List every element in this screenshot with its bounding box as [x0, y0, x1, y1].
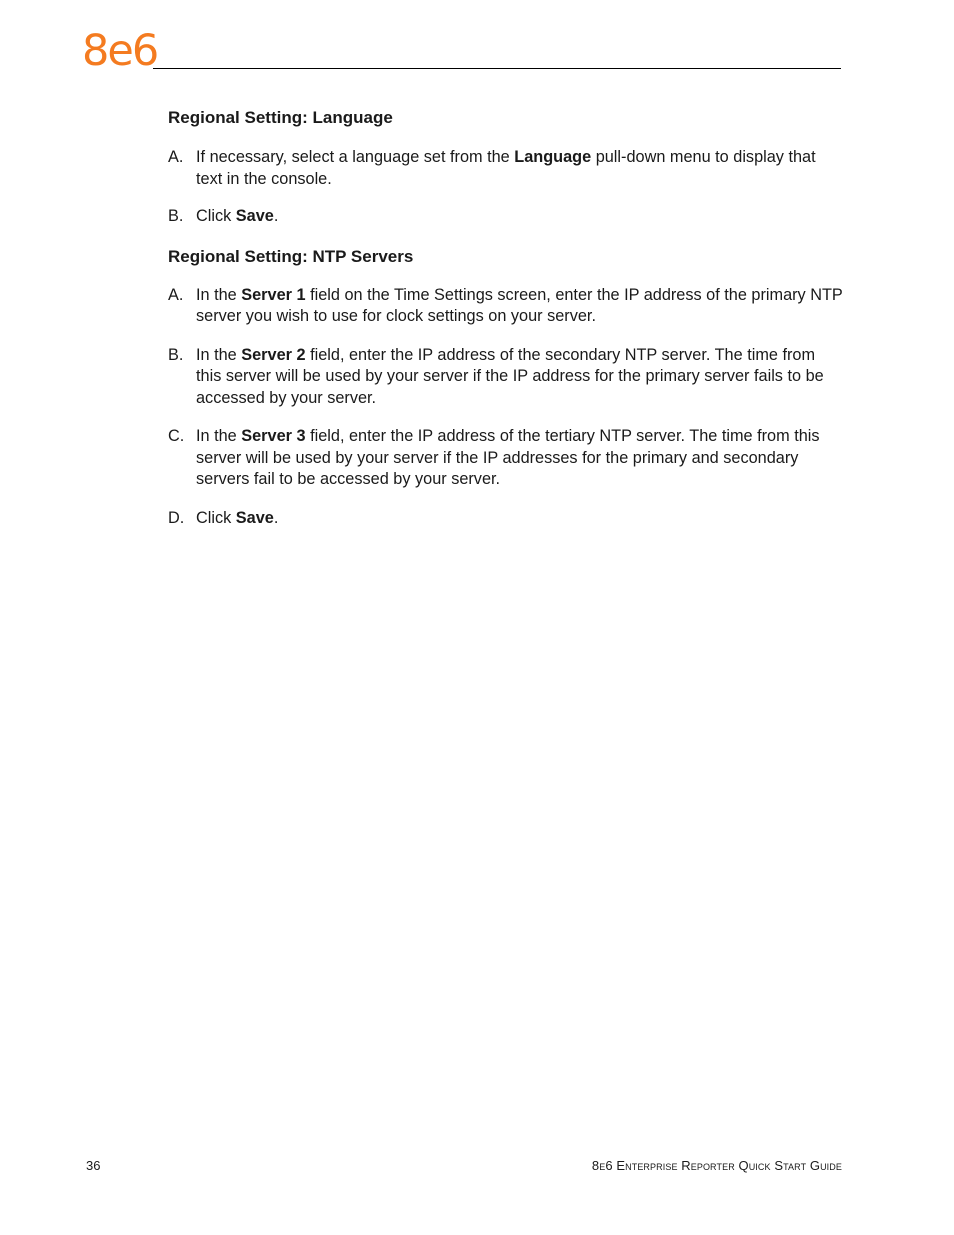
step-emphasis: Server 2 [241, 345, 306, 364]
step-letter: C. [168, 427, 185, 445]
step-item [168, 285, 843, 328]
step-item [168, 508, 843, 530]
section-heading-language: Regional Setting: Language [168, 108, 393, 127]
step-emphasis: Server 3 [241, 427, 306, 445]
step-text: pull-down menu to display that text in the console. [196, 148, 816, 188]
step-item [168, 147, 843, 190]
step-emphasis: Server 1 [241, 285, 306, 304]
step-text: field, enter the IP address of the tertiary NTP server. The time from this server will be used by your server if the IP addresses for the primary and secondary servers fail to be accessed by your server. [196, 427, 820, 488]
step-item [168, 345, 843, 410]
step-text: field, enter the IP address of the secondary NTP server. The time from this server will be used by your server if the IP address for the primary server fails to be accessed by your server. [196, 345, 824, 407]
page-content [168, 107, 843, 529]
step-emphasis: Language [514, 148, 592, 166]
step-text: In the [196, 345, 242, 364]
step-emphasis: Save [235, 207, 274, 225]
step-item [168, 426, 843, 491]
step-text: Click [196, 508, 236, 527]
ntp-steps [168, 285, 843, 530]
header-divider [153, 68, 841, 69]
step-letter: B. [168, 207, 184, 225]
step-text: In the [196, 285, 242, 304]
page-number: 36 [86, 1158, 101, 1173]
step-text: If necessary, select a language set from the [196, 148, 515, 166]
brand-logo: 8e6 [82, 26, 158, 76]
step-text: Click [196, 207, 236, 225]
step-text: field on the Time Settings screen, enter the IP address of the primary NTP server you wish to use for clock settings on your server. [196, 285, 843, 325]
language-steps [168, 147, 843, 228]
section-heading-ntp: Regional Setting: NTP Servers [168, 246, 414, 266]
step-letter: A. [168, 148, 184, 166]
step-text: . [273, 508, 279, 527]
step-letter: B. [168, 345, 184, 364]
step-letter: D. [168, 508, 185, 527]
step-item [168, 206, 843, 228]
step-text: In the [196, 427, 242, 445]
step-letter: A. [168, 285, 184, 304]
step-emphasis: Save [235, 508, 274, 527]
step-text: . [273, 207, 279, 225]
footer-document-title: 8e6 Enterprise Reporter Quick Start Guide [591, 1158, 842, 1173]
